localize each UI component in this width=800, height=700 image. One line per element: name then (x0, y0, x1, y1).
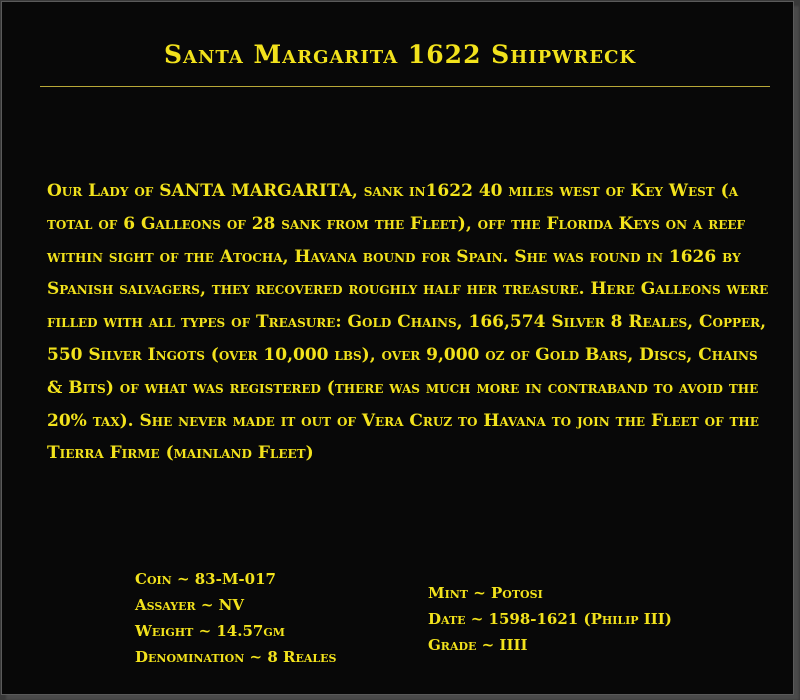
grade: Grade ~ IIII (428, 636, 528, 654)
page-title: Santa Margarita 1622 Shipwreck (163, 40, 637, 69)
assayer: Assayer ~ NV (135, 596, 245, 614)
mint: Mint ~ Potosi (428, 584, 543, 602)
denomination: Denomination ~ 8 Reales (135, 648, 337, 666)
coin-details-right (428, 580, 672, 658)
title-divider (40, 86, 770, 87)
weight: Weight ~ 14.57gm (135, 622, 285, 640)
coin-id: Coin ~ 83-M-017 (135, 570, 276, 588)
shipwreck-description: Our Lady of SANTA MARGARITA, sank in1622 40 miles west of Key West (a total of 6 Galleons of 28 sank from the Fleet), off the Florida Keys on a reef within sight of the Atocha, Havana bound for Spain. She was found in 1626 by Spanish salvagers, they recovered roughly half her treasure. Here Galleons were filled with all types of Treasure: Gold Chains, 166,574 Silver 8 Reales, Copper, 550 Silver Ingots (over 10,000 lbs), over 9,000 oz of Gold Bars, Discs, Chains & Bits) of what was registered (there was much more in contraband to avoid the 20% tax). She never made it out of Vera Cruz to Havana to join the Fleet of the Tierra Firme (mainland Fleet) (47, 181, 769, 464)
date: Date ~ 1598-1621 (Philip III) (428, 610, 672, 628)
coin-details-left (135, 566, 336, 670)
